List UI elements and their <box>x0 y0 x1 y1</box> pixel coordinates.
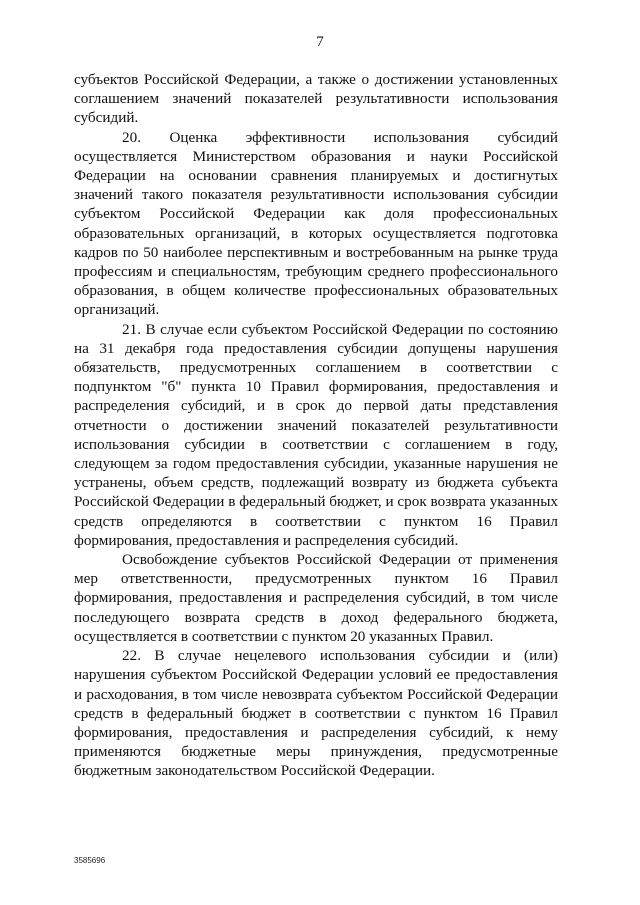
paragraph-exemption: Освобождение субъектов Российской Федерации от применения мер ответственности, предусмотренных пунктом 16 Правил формирования, предоставления и распределения субсидий, в том числе последующего возврата средств в доход федерального бюджета, осуществляется в соответствии с пунктом 20 указанных Правил. <box>74 551 558 645</box>
paragraph-continuation: субъектов Российской Федерации, а также о достижении установленных соглашением значений показателей результативности использования субсидий. <box>74 71 558 127</box>
document-body <box>74 70 558 781</box>
paragraph-22: 22. В случае нецелевого использования субсидии и (или) нарушения субъектом Российской Федерации условий ее предоставления и расходования, в том числе невозврата субъектом Российской Федерации средств в федеральный бюджет в соответствии с пунктом 16 Правил формирования, предоставления и распределения субсидий, к нему применяются бюджетные меры принуждения, предусмотренные бюджетным законодательством Российской Федерации. <box>74 647 558 780</box>
document-code: 3585696 <box>74 856 106 865</box>
paragraph-21: 21. В случае если субъектом Российской Федерации по состоянию на 31 декабря года предоставления субсидии допущены нарушения обязательств, предусмотренных соглашением в соответствии с подпунктом "б" пункта 10 Правил формирования, предоставления и распределения субсидий, и в срок до первой даты представления отчетности о достижении значений показателей результативности использования субсидии в соответствии с соглашением в году, следующем за годом предоставления субсидии, указанные нарушения не устранены, объем средств, подлежащий возврату из бюджета субъекта Российской Федерации в федеральный бюджет, и срок возврата указанных средств определяются в соответствии с пунктом 16 Правил формирования, предоставления и распределения субсидий. <box>74 320 558 549</box>
page-number: 7 <box>316 34 324 50</box>
paragraph-20: 20. Оценка эффективности использования субсидий осуществляется Министерством образования и науки Российской Федерации на основании сравнения планируемых и достигнутых значений такого показателя результативности использования субсидии субъектом Российской Федерации как доля профессиональных образовательных организаций, в которых осуществляется подготовка кадров по 50 наиболее перспективным и востребованным на рынке труда профессиям и специальностям, требующим среднего профессионального образования, в общем количестве профессиональных образовательных организаций. <box>74 128 558 319</box>
